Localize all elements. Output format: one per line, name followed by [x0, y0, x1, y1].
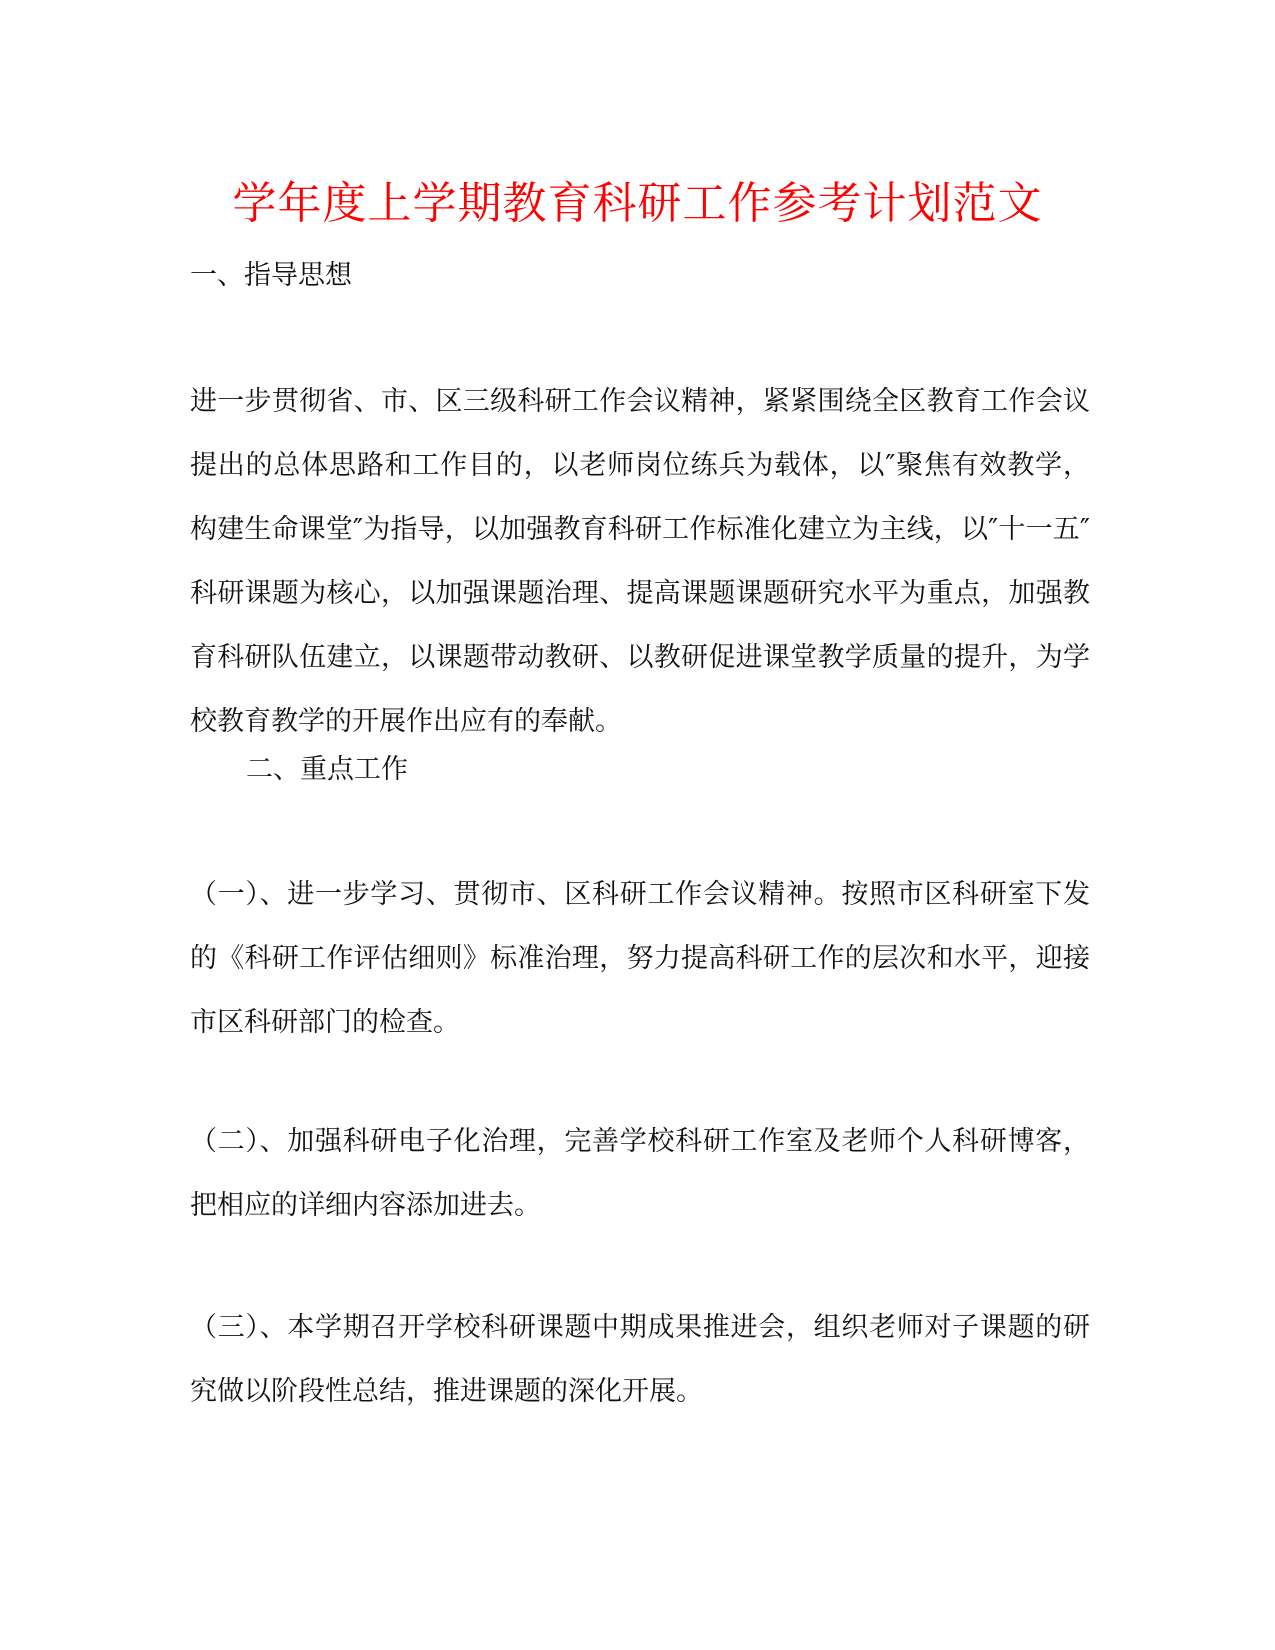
key-work-item-3: （三）、本学期召开学校科研课题中期成果推进会，组织老师对子课题的研究做以阶段性总结，推进课题的深化开展。	[190, 1312, 1090, 1407]
section-heading-key-work: 二、重点工作	[246, 754, 408, 785]
key-work-item-1: （一）、进一步学习、贯彻市、区科研工作会议精神。按照市区科研室下发的《科研工作评估细则》标准治理，努力提高科研工作的层次和水平，迎接市区科研部门的检查。	[190, 879, 1090, 1038]
guiding-ideology-paragraph: 进一步贯彻省、市、区三级科研工作会议精神，紧紧围绕全区教育工作会议提出的总体思路和工作目的，以老师岗位练兵为载体，以″聚焦有效教学，构建生命课堂″为指导，以加强教育科研工作标准化建立为主线，以″十一五″科研课题为核心，以加强课题治理、提高课题课题研究水平为重点，加强教育科研队伍建立，以课题带动教研、以教研促进课堂教学质量的提升，为学校教育教学的开展作出应有的奉献。	[190, 386, 1090, 737]
key-work-item-2: （二）、加强科研电子化治理，完善学校科研工作室及老师个人科研博客，把相应的详细内容添加进去。	[190, 1126, 1090, 1221]
document-title: 学年度上学期教育科研工作参考计划范文	[232, 178, 1043, 229]
section-heading-guiding-ideology: 一、指导思想	[190, 260, 352, 291]
